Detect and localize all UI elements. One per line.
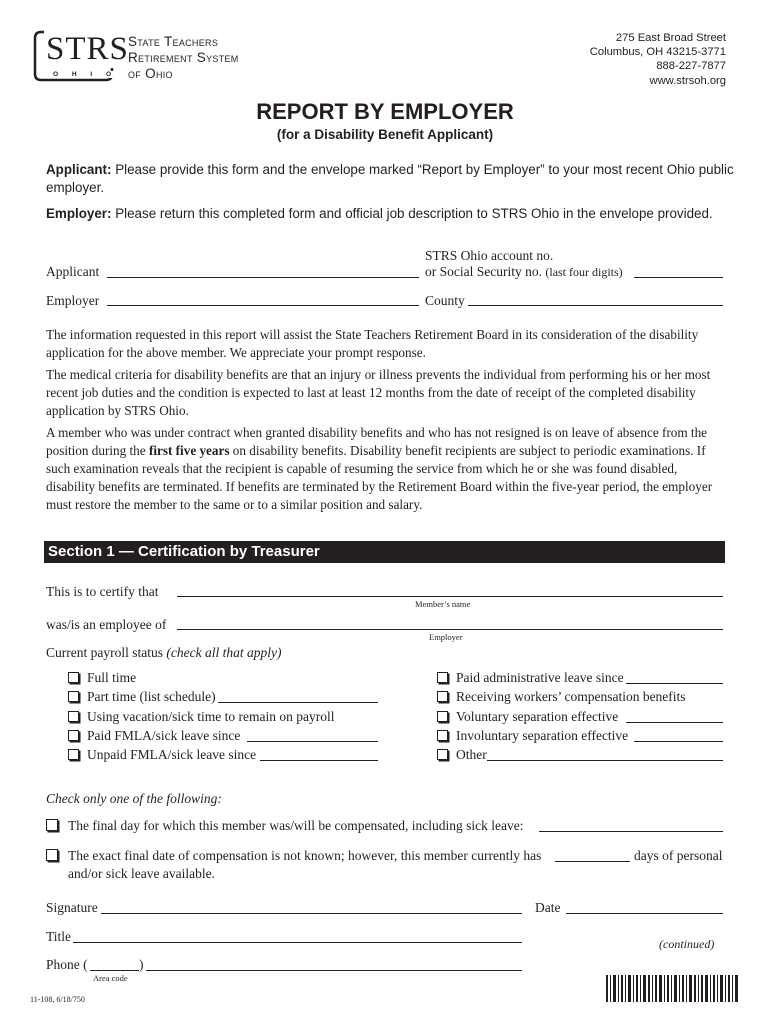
signature-label: Signature <box>46 900 98 915</box>
sick-leave-available-label: and/or sick leave available. <box>68 866 215 881</box>
employee-of-label: was/is an employee of <box>46 617 167 632</box>
employer-instructions-text: Please return this completed form and official job description to STRS Ohio in the envelope provided. <box>111 206 713 221</box>
barcode-icon <box>606 975 738 1007</box>
payroll-status-label <box>46 645 281 661</box>
option-paid-fmla-label: Paid FMLA/sick leave since <box>87 728 241 743</box>
org-name <box>128 34 239 82</box>
date-label: Date <box>535 900 561 915</box>
paragraph-leave-of-absence <box>46 424 722 514</box>
checkbox-icon[interactable] <box>437 691 448 702</box>
option-exact-date-unknown-label: The exact final date of compensation is not known; however, this member currently has <box>68 848 542 863</box>
area-code-caption: Area code <box>93 973 128 983</box>
payroll-status-text: Current payroll status <box>46 645 167 660</box>
page-title: REPORT BY EMPLOYER <box>256 99 514 124</box>
days-of-personal-label: days of personal <box>634 848 723 863</box>
applicant-label: Applicant <box>46 264 100 279</box>
continued-note: (continued) <box>659 937 715 951</box>
account-number-field[interactable] <box>634 277 723 278</box>
option-voluntary-separation[interactable] <box>437 709 618 725</box>
option-paid-admin-leave[interactable] <box>437 670 624 686</box>
title-field[interactable] <box>73 942 522 943</box>
option-unpaid-fmla-label: Unpaid FMLA/sick leave since <box>87 747 257 762</box>
paragraph-leave-bold: first five years <box>148 443 230 458</box>
option-full-time[interactable] <box>68 670 136 686</box>
payroll-status-hint: (check all that apply) <box>166 645 282 660</box>
option-involuntary-separation[interactable] <box>437 728 628 744</box>
checkbox-icon[interactable] <box>437 711 448 722</box>
county-field[interactable] <box>468 305 723 306</box>
option-vacation-sick[interactable] <box>68 709 334 725</box>
account-label-line1: STRS Ohio account no. <box>425 248 554 263</box>
checkbox-icon[interactable] <box>68 730 79 741</box>
employer-caption: Employer <box>429 632 463 642</box>
applicant-instructions <box>46 161 736 197</box>
contact-block <box>590 31 726 88</box>
phone-close-paren: ) <box>139 957 144 972</box>
phone-label: Phone ( <box>46 957 88 972</box>
employer-instructions-label: Employer: <box>46 206 112 221</box>
date-field[interactable] <box>566 913 723 914</box>
org-name-line2: Retirement System <box>128 50 239 65</box>
section1-heading <box>44 541 725 563</box>
final-day-field[interactable] <box>539 831 723 832</box>
address-line1: 275 East Broad Street <box>615 32 726 44</box>
account-label-text: or Social Security no. <box>425 264 542 279</box>
option-voluntary-separation-label: Voluntary separation effective <box>456 709 619 724</box>
option-unpaid-fmla[interactable] <box>68 747 256 763</box>
member-name-field[interactable] <box>177 596 723 597</box>
employer-label: Employer <box>46 293 100 308</box>
check-one-label: Check only one of the following: <box>46 791 222 806</box>
option-part-time[interactable] <box>68 689 216 705</box>
certify-label: This is to certify that <box>46 584 159 599</box>
checkbox-icon[interactable] <box>68 672 79 683</box>
member-name-caption: Member’s name <box>415 599 471 609</box>
title-label: Title <box>46 929 72 944</box>
address-line2: Columbus, OH 43215-3771 <box>589 46 726 59</box>
option-exact-date-unknown[interactable] <box>46 848 541 864</box>
phone-number-field[interactable] <box>146 970 522 971</box>
area-code-field[interactable] <box>90 970 139 971</box>
option-paid-fmla[interactable] <box>68 728 240 744</box>
checkbox-icon[interactable] <box>437 749 448 760</box>
option-final-day[interactable] <box>46 818 524 834</box>
checkbox-icon[interactable] <box>437 730 448 741</box>
website[interactable]: www.strsoh.org <box>649 74 726 87</box>
checkbox-icon[interactable] <box>46 849 58 861</box>
employer-name-field[interactable] <box>177 629 723 630</box>
option-full-time-label: Full time <box>87 670 137 685</box>
paragraph-medical-criteria: The medical criteria for disability benefits are that an injury or illness prevents the individual from performing his or her most recent job duties and the condition is expected to last at least 12 months from the date of receipt of the completed disability application by STRS Ohio. <box>46 367 711 418</box>
option-paid-admin-leave-label: Paid administrative leave since <box>456 670 624 685</box>
employer-field[interactable] <box>107 305 419 306</box>
paragraph-leave-text-a: A member who was under contract when granted disability benefits and who has not resigned is on leave of absence from the position during the <box>46 425 708 458</box>
org-name-line1: State Teachers <box>128 34 219 49</box>
barcode-graphic <box>606 975 738 1002</box>
applicant-instructions-label: Applicant: <box>46 162 112 177</box>
employer-instructions <box>46 205 736 223</box>
days-available-field[interactable] <box>555 861 630 862</box>
section1-heading-text: Section 1 — Certification by Treasurer <box>48 543 320 560</box>
involuntary-separation-date-field[interactable] <box>634 741 723 742</box>
checkbox-icon[interactable] <box>68 691 79 702</box>
account-label-hint: (last four digits) <box>545 265 623 279</box>
option-workers-comp-label: Receiving workers’ compensation benefits <box>456 689 686 704</box>
account-label-line2 <box>425 264 623 280</box>
checkbox-icon[interactable] <box>437 672 448 683</box>
part-time-schedule-field[interactable] <box>218 702 378 703</box>
option-vacation-sick-label: Using vacation/sick time to remain on payroll <box>87 709 335 724</box>
option-other-label: Other <box>456 747 487 762</box>
paid-fmla-date-field[interactable] <box>247 741 378 742</box>
org-name-line3: of Ohio <box>128 66 173 81</box>
unpaid-fmla-date-field[interactable] <box>260 760 378 761</box>
option-workers-comp[interactable] <box>437 689 686 705</box>
paid-admin-leave-date-field[interactable] <box>626 683 723 684</box>
checkbox-icon[interactable] <box>68 749 79 760</box>
voluntary-separation-date-field[interactable] <box>626 722 723 723</box>
option-involuntary-separation-label: Involuntary separation effective <box>456 728 629 743</box>
option-other[interactable] <box>437 747 487 763</box>
applicant-field[interactable] <box>107 277 419 278</box>
other-field[interactable] <box>487 760 723 761</box>
county-label: County <box>425 293 465 308</box>
checkbox-icon[interactable] <box>46 819 58 831</box>
applicant-instructions-text: Please provide this form and the envelope marked “Report by Employer” to your most recent Ohio public employer. <box>46 162 734 195</box>
signature-field[interactable] <box>101 913 522 914</box>
logo-text: STRS <box>46 31 129 67</box>
checkbox-icon[interactable] <box>68 711 79 722</box>
option-part-time-label: Part time (list schedule) <box>87 689 216 704</box>
option-final-day-label: The final day for which this member was/will be compensated, including sick leave: <box>68 818 524 833</box>
page-subtitle: (for a Disability Benefit Applicant) <box>276 127 494 142</box>
phone-number: 888-227-7877 <box>656 60 726 73</box>
form-id: 11-108, 6/18/750 <box>30 995 85 1004</box>
paragraph-purpose: The information requested in this report will assist the State Teachers Retirement Board in its consideration of the disability application for the above member. We appreciate your prompt response. <box>46 327 699 360</box>
logo-subtext: O H I O <box>53 71 118 78</box>
paragraph-leave-text-b: on disability benefits. Disability benefit recipients are subject to periodic examinations. If such examination reveals that the recipient is capable of resuming the service from which he or she was found disabled, disability benefits are terminated. If benefits are terminated by the Retirement Board within the five-year period, the employer must restore the member to the same or to a similar position and salary. <box>46 443 713 512</box>
